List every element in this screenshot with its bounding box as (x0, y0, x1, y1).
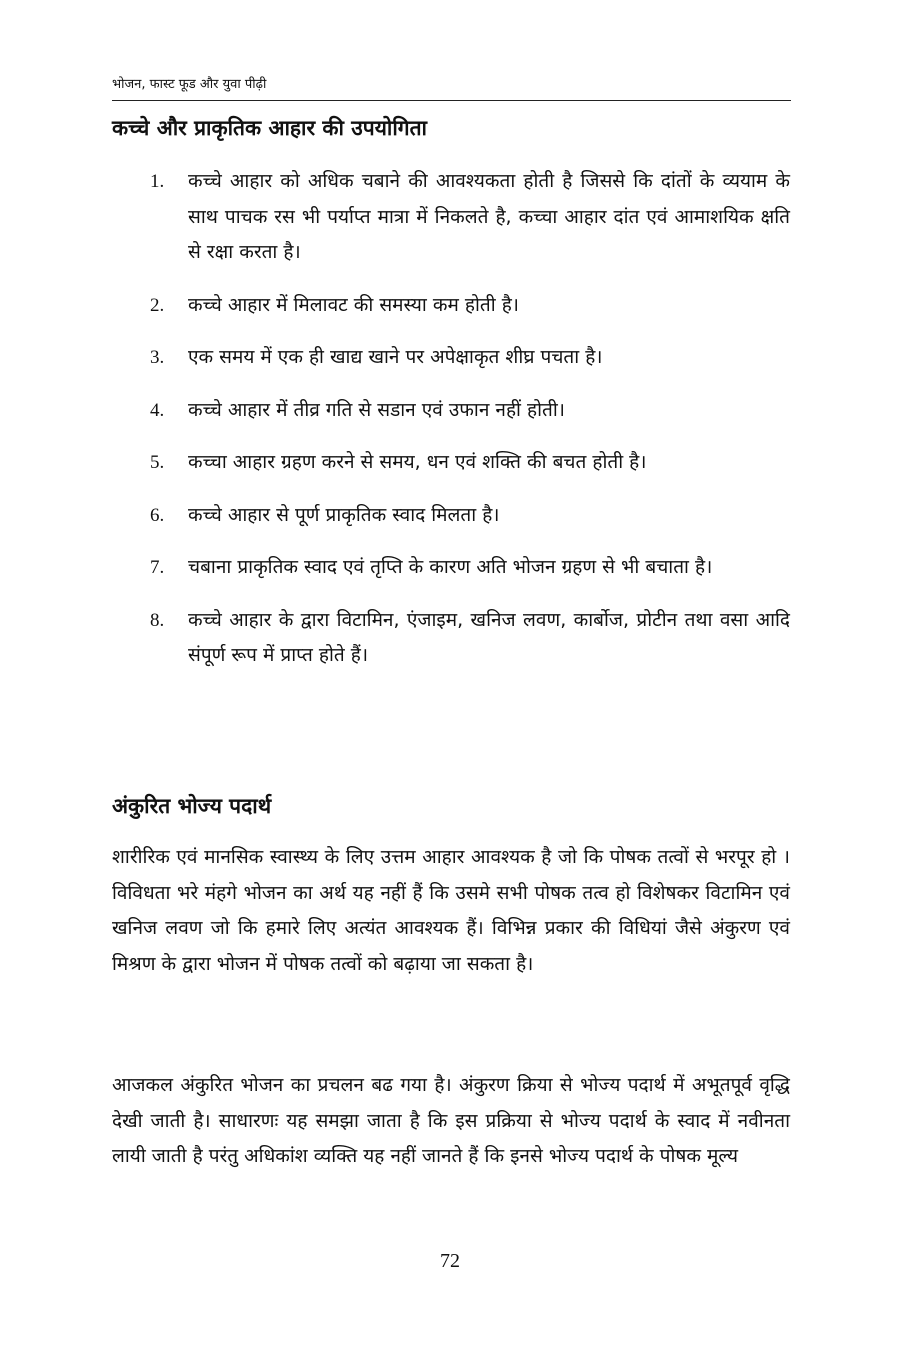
list-item-text: कच्चे आहार में तीव्र गति से सडान एवं उफान नहीं होती। (188, 398, 565, 421)
list-item-number: 3. (150, 347, 165, 368)
section-heading-sprouted-food: अंकुरित भोज्य पदार्थ (112, 794, 272, 818)
list-item (150, 340, 790, 376)
section-heading-raw-food: कच्चे और प्राकृतिक आहार की उपयोगिता (112, 116, 427, 140)
list-item-number: 2. (150, 294, 165, 316)
list-item (150, 498, 790, 534)
running-header: भोजन, फास्ट फूड और युवा पीढ़ी (112, 77, 267, 92)
list-item-number: 4. (150, 399, 165, 421)
list-item (150, 164, 790, 271)
list-item-number: 8. (150, 609, 165, 631)
header-divider (112, 100, 791, 101)
list-item-text: कच्चा आहार ग्रहण करने से समय, धन एवं शक्ति की बचत होती है। (188, 451, 647, 473)
list-item-number: 1. (150, 171, 165, 192)
body-paragraph: आजकल अंकुरित भोजन का प्रचलन बढ गया है। अंकुरण क्रिया से भोज्य पदार्थ में अभूतपूर्व वृद्धि देखी जाती है। साधारणः यह समझा जाता है कि इस प्रक्रिया से भोज्य पदार्थ के स्वाद में नवीनता लायी जाती है परंतु अधिकांश व्यक्ति यह नहीं जानते हैं कि इनसे भोज्य पदार्थ के पोषक मूल्य (112, 1074, 790, 1167)
list-item (150, 550, 790, 586)
list-item-text: चबाना प्राकृतिक स्वाद एवं तृप्ति के कारण अति भोजन ग्रहण से भी बचाता है। (188, 556, 713, 578)
body-paragraph: शारीरिक एवं मानसिक स्वास्थ्य के लिए उत्तम आहार आवश्यक है जो कि पोषक तत्वों से भरपूर हो । विविधता भरे मंहगे भोजन का अर्थ यह नहीं हैं कि उसमे सभी पोषक तत्व हो विशेषकर विटामिन एवं खनिज लवण जो कि हमारे लिए अत्यंत आवश्यक हैं। विभिन्न प्रकार की विधियां जैसे अंकुरण एवं मिश्रण के द्वारा भोजन में पोषक तत्वों को बढ़ाया जा सकता है। (112, 846, 790, 975)
list-item-text: कच्चे आहार से पूर्ण प्राकृतिक स्वाद मिलता है। (188, 503, 500, 526)
list-item-text: कच्चे आहार को अधिक चबाने की आवश्यकता होती है जिससे कि दांतों के व्ययाम के साथ पाचक रस भी पर्याप्त मात्रा में निकलते है, कच्चा आहार दांत एवं आमाशयिक क्षति से रक्षा करता है। (188, 170, 790, 263)
list-item-number: 6. (150, 504, 165, 526)
list-item-number: 7. (150, 557, 165, 578)
list-item (150, 288, 790, 324)
list-item-text: कच्चे आहार के द्वारा विटामिन, एंजाइम, खनिज लवण, कार्बोज, प्रोटीन तथा वसा आदि संपूर्ण रूप में प्राप्त होते हैं। (188, 608, 790, 666)
list-item-text: एक समय में एक ही खाद्य खाने पर अपेक्षाकृत शीघ्र पचता है। (188, 346, 603, 368)
list-item-text: कच्चे आहार में मिलावट की समस्या कम होती है। (188, 293, 519, 316)
list-item-number: 5. (150, 452, 165, 473)
list-item (150, 445, 790, 481)
page-number: 72 (440, 1250, 460, 1272)
list-item (150, 603, 790, 674)
benefits-list (150, 164, 790, 691)
list-item (150, 393, 790, 429)
